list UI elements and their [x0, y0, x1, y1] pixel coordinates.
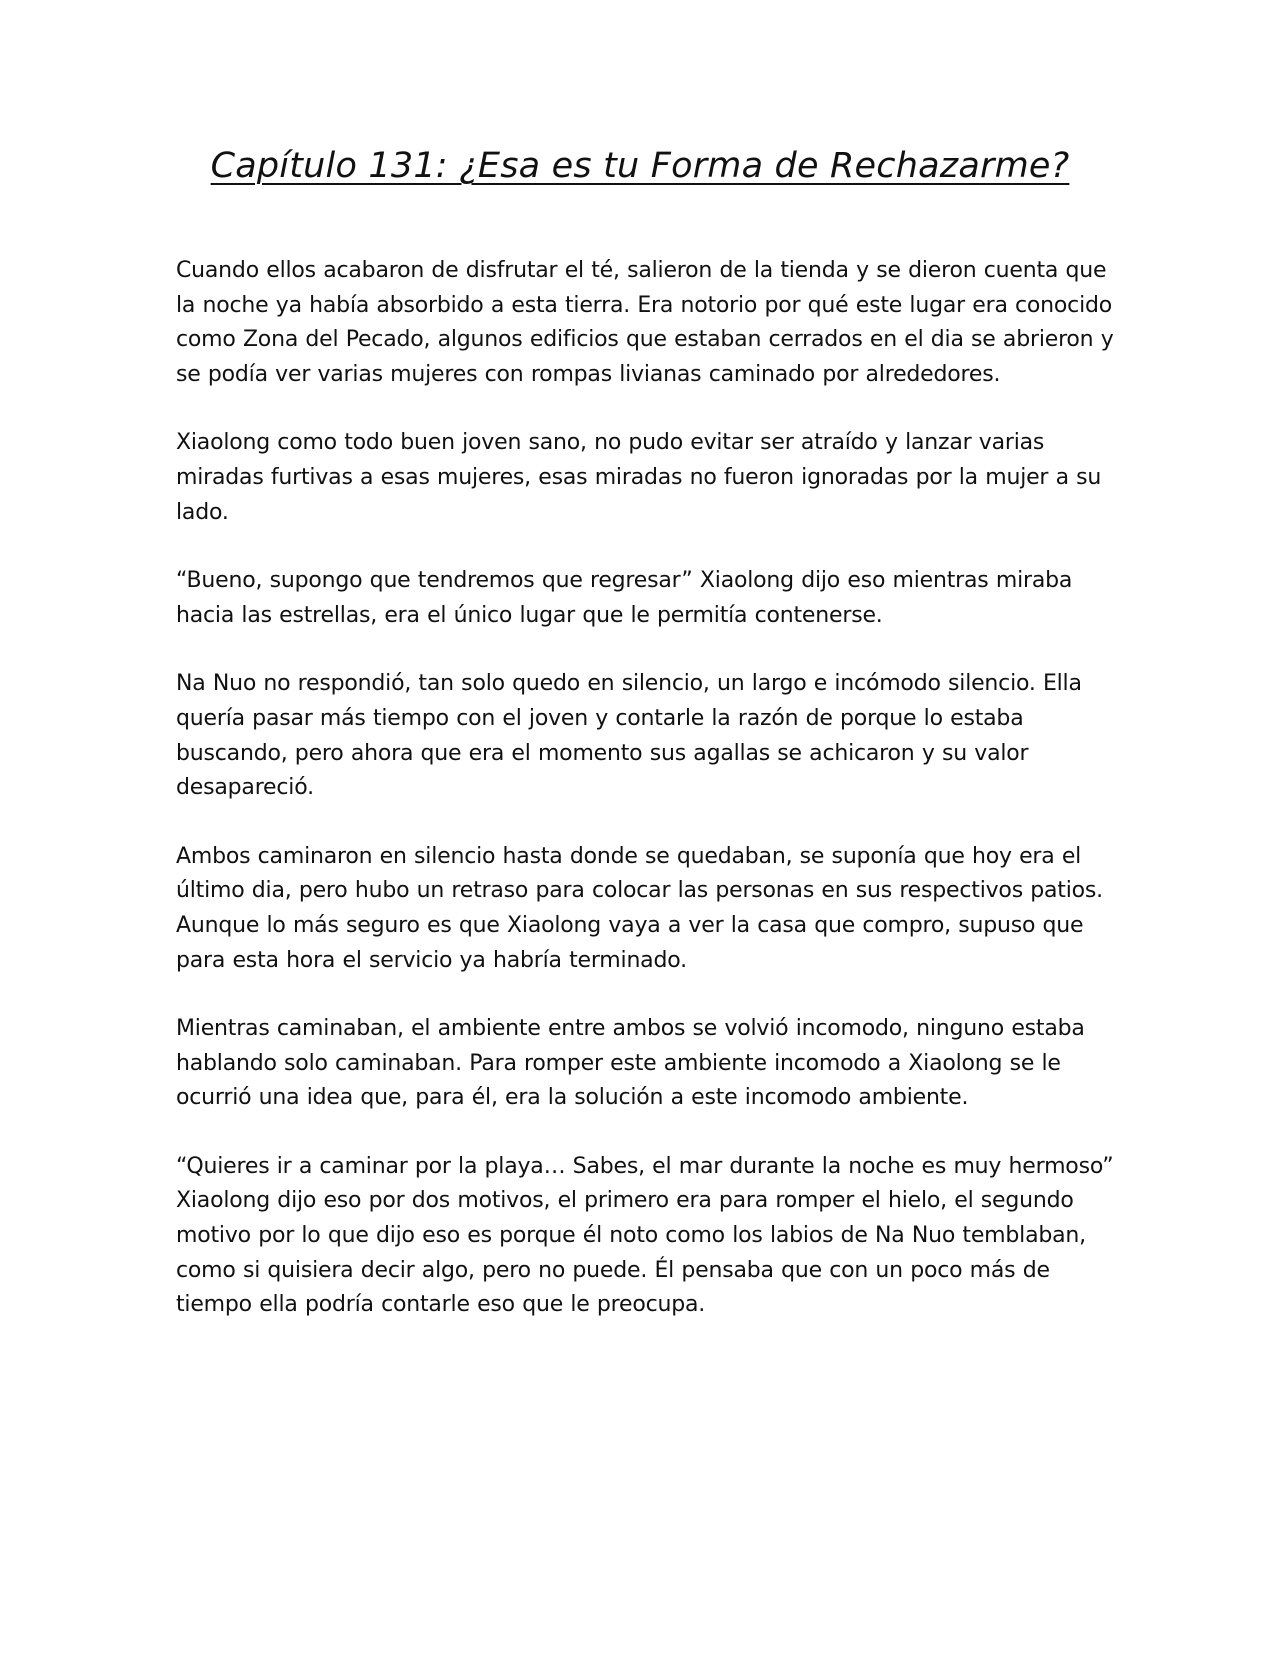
chapter-body	[176, 254, 1116, 1323]
paragraph: Na Nuo no respondió, tan solo quedo en silencio, un largo e incómodo silencio. Ella quería pasar más tiempo con el joven y contarle la razón de porque lo estaba buscando, pero ahora que era el momento sus agallas se achicaron y su valor desapareció.	[176, 671, 1082, 801]
paragraph: “Quieres ir a caminar por la playa… Sabes, el mar durante la noche es muy hermoso” Xiaolong dijo eso por dos motivos, el primero era para romper el hielo, el segundo motivo por lo que dijo eso es porque él noto como los labios de Na Nuo temblaban, como si quisiera decir algo, pero no puede. Él pensaba que con un poco más de tiempo ella podría contarle eso que le preocupa.	[176, 1153, 1114, 1318]
chapter-title: Capítulo 131: ¿Esa es tu Forma de Rechazarme?	[210, 146, 1070, 186]
paragraph: Cuando ellos acabaron de disfrutar el té, salieron de la tienda y se dieron cuenta que la noche ya había absorbido a esta tierra. Era notorio por qué este lugar era conocido como Zona del Pecado, algunos edificios que estaban cerrados en el dia se abrieron y se podía ver varias mujeres con rompas livianas caminado por alrededores.	[176, 258, 1114, 387]
paragraph: Xiaolong como todo buen joven sano, no pudo evitar ser atraído y lanzar varias miradas furtivas a esas mujeres, esas miradas no fueron ignoradas por la mujer a su lado.	[176, 430, 1102, 525]
paragraph: Mientras caminaban, el ambiente entre ambos se volvió incomodo, ninguno estaba hablando solo caminaban. Para romper este ambiente incomodo a Xiaolong se le ocurrió una idea que, para él, era la solución a este incomodo ambiente.	[176, 1016, 1085, 1111]
paragraph: “Bueno, supongo que tendremos que regresar” Xiaolong dijo eso mientras miraba hacia las estrellas, era el único lugar que le permitía contenerse.	[176, 568, 1073, 628]
paragraph: Ambos caminaron en silencio hasta donde se quedaban, se suponía que hoy era el último dia, pero hubo un retraso para colocar las personas en sus respectivos patios. Aunque lo más seguro es que Xiaolong vaya a ver la casa que compro, supuso que para esta hora el servicio ya habría terminado.	[176, 843, 1103, 973]
